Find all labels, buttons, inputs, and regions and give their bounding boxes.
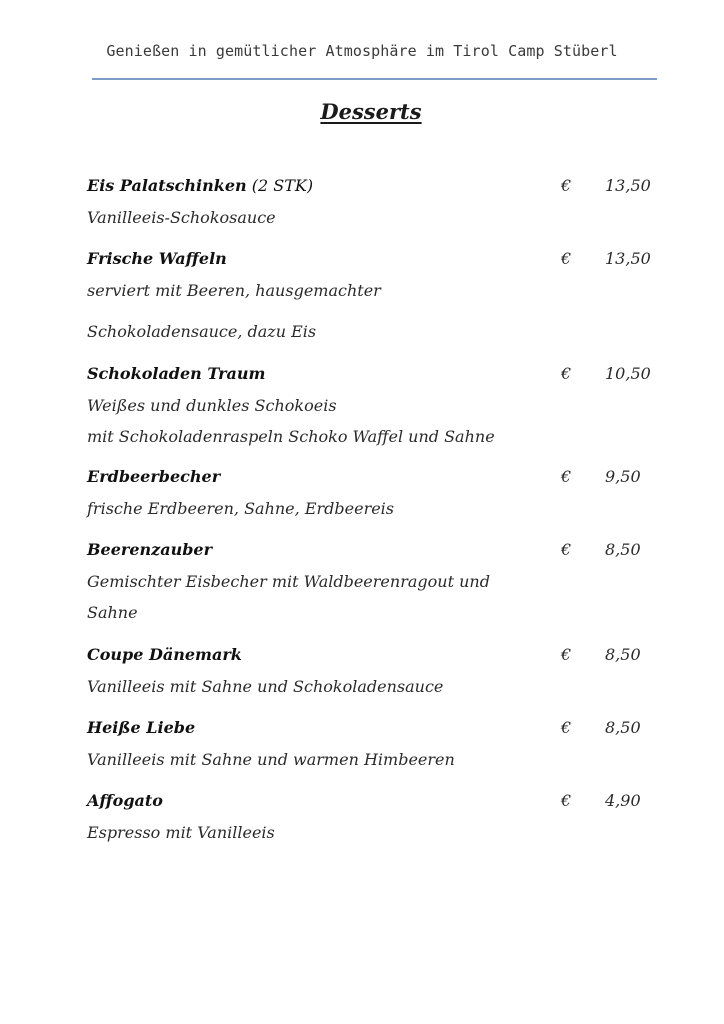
menu-item-name (87, 249, 227, 269)
menu-item-price: 8,50 (605, 718, 641, 737)
menu-item-name (87, 718, 195, 738)
menu-item-title: Frische Waffeln (87, 249, 227, 268)
currency-symbol: € (561, 249, 572, 268)
currency-symbol: € (561, 176, 572, 195)
menu-item-title: Affogato (87, 791, 163, 810)
menu-item-price: 13,50 (605, 176, 651, 195)
menu-item-price: 4,90 (605, 791, 641, 810)
menu-item-description: serviert mit Beeren, hausgemachter (87, 281, 381, 300)
menu-item-name (87, 176, 313, 196)
menu-item-title: Beerenzauber (87, 540, 213, 559)
page-title: Desserts (320, 99, 422, 124)
menu-item-name (87, 467, 220, 487)
menu-item-description: Vanilleeis mit Sahne und Schokoladensauce (87, 677, 444, 696)
menu-item-price: 8,50 (605, 645, 641, 664)
menu-item-description: Sahne (87, 603, 138, 622)
menu-item-description: Vanilleeis-Schokosauce (87, 208, 276, 227)
menu-item-description: Schokoladensauce, dazu Eis (87, 322, 317, 341)
currency-symbol: € (561, 718, 572, 737)
menu-item-title: Coupe Dänemark (87, 645, 242, 664)
currency-symbol: € (561, 645, 572, 664)
menu-item-price: 9,50 (605, 467, 641, 486)
menu-item-price: 13,50 (605, 249, 651, 268)
header-divider (92, 78, 657, 80)
menu-item-title: Heiße Liebe (87, 718, 196, 737)
menu-item-description: Vanilleeis mit Sahne und warmen Himbeeren (87, 750, 455, 769)
menu-item-description: Gemischter Eisbecher mit Waldbeerenragout und (87, 572, 490, 591)
currency-symbol: € (561, 467, 572, 486)
currency-symbol: € (561, 364, 572, 383)
currency-symbol: € (561, 540, 572, 559)
currency-symbol: € (561, 791, 572, 810)
menu-item-title: Schokoladen Traum (87, 364, 266, 383)
header-tagline: Genießen in gemütlicher Atmosphäre im Tirol Camp Stüberl (106, 42, 618, 60)
menu-item-name (87, 645, 242, 665)
menu-item-price: 8,50 (605, 540, 641, 559)
menu-item-description: Weißes und dunkles Schokoeis (87, 396, 337, 415)
menu-item-title: Erdbeerbecher (87, 467, 221, 486)
menu-item-quantity: (2 STK) (246, 176, 314, 195)
menu-item-description: mit Schokoladenraspeln Schoko Waffel und Sahne (87, 427, 495, 446)
menu-item-title: Eis Palatschinken (87, 176, 247, 195)
menu-item-price: 10,50 (605, 364, 651, 383)
menu-item-description: frische Erdbeeren, Sahne, Erdbeereis (87, 499, 395, 518)
menu-item-description: Espresso mit Vanilleeis (87, 823, 275, 842)
menu-item-name (87, 540, 212, 560)
menu-item-name (87, 364, 265, 384)
menu-item-name (87, 791, 163, 811)
